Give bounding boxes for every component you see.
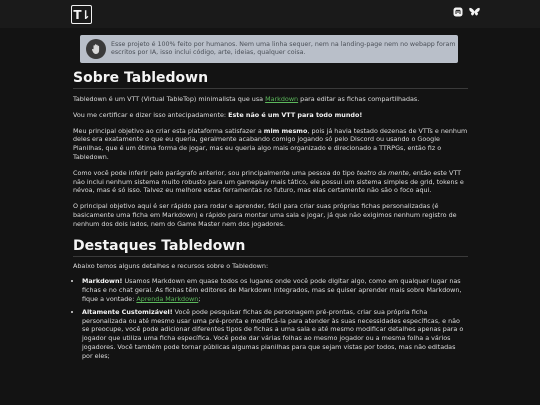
list-item: • Markdown! Usamos Markdown em quase todos os lugares onde você pode digitar algo, como em qualquer lugar nas fichas e no chat geral. As fichas têm editores de Markdown integrados, mas se quiser aprender mais sobre Markdown, fique a vontade: Aprenda Markdown; <box>82 277 468 303</box>
about-paragraph-4: Como você pode inferir pelo parágrafo anterior, sou principalmente uma pessoa do tipo teatro da mente, então este VTT não inclui nenhum sistema muito robusto para um gameplay mais tático, ele possui um sistema simples de grid, tokens e névoa, mas é só isso. Talvez eu melhore estas ferramentas no futuro, mas elas certamente não são o foco aqui. <box>73 168 464 195</box>
butterfly-icon[interactable] <box>469 7 480 17</box>
about-paragraph-1: Tabledown é um VTT (Virtual TableTop) minimalista que usa Markdown para editar as fichas compartilhadas. <box>73 95 420 103</box>
human-made-notice <box>80 35 458 63</box>
list-item: • Altamente Customizável! Você pode pesquisar fichas de personagem pré-prontas, criar sua própria ficha personalizada ou até mesmo usar uma pré-pronta e modificá-la para atender às suas necessidades específicas, e não se preocupe, você pode adicionar diferentes tipos de fichas a uma sala e até mesmo modificar detalhes apenas para o jogador que utiliza uma ficha específica. Você pode dar várias folhas ao mesmo jogador ou a mesma folha a vários jogadores. Você também pode tornar públicas algumas planilhas para que sejam vistas por todos, mas não editadas por eles; <box>82 308 468 361</box>
highlights-intro: Abaixo temos alguns detalhes e recursos sobre o Tabledown: <box>73 261 269 270</box>
main-content <box>73 70 468 365</box>
highlights-title: Destaques Tabledown <box>73 238 468 257</box>
about-paragraph-5: O principal objetivo aqui é ser rápido para rodar e aprender, fácil para criar suas próprias fichas personalizadas (é basicamente uma ficha em Markdown) e rápido para montar uma sala e jogar, já que não exigimos nenhum registro de nenhum dos dois lados, nem do Game Master nem dos jogadores. <box>73 202 457 228</box>
about-title: Sobre Tabledown <box>73 70 468 89</box>
markdown-link[interactable]: Markdown <box>265 95 299 103</box>
tabledown-logo[interactable]: T⇂ <box>71 5 92 24</box>
hand-icon <box>86 39 106 59</box>
social-links <box>453 7 480 17</box>
mastodon-icon[interactable] <box>453 7 463 17</box>
about-paragraph-2: Vou me certificar e dizer isso antecipadamente: Este não é um VTT para todo mundo! <box>73 110 363 119</box>
highlights-list <box>73 277 468 360</box>
top-bar <box>0 0 540 28</box>
learn-markdown-link[interactable]: Aprenda Markdown <box>136 294 199 303</box>
about-paragraph-3: Meu principal objetivo ao criar esta plataforma satisfazer a mim mesmo, pois já havia testado dezenas de VTTs e nenhum deles era exatamente o que eu queria, geralmente acabando comigo jogando só pelo Discord ou usando o Google Planilhas, que é um ótima forma de jogar, mas eu queria algo mais organizado e direcionado a TTRPGs, então fiz o Tabledown. <box>73 126 468 161</box>
notice-text: Esse projeto é 100% feito por humanos. Nem uma linha sequer, nem na landing-page nem no webapp foram escritos por IA, isso inclui código, arte, ideias, qualquer coisa. <box>111 41 456 56</box>
